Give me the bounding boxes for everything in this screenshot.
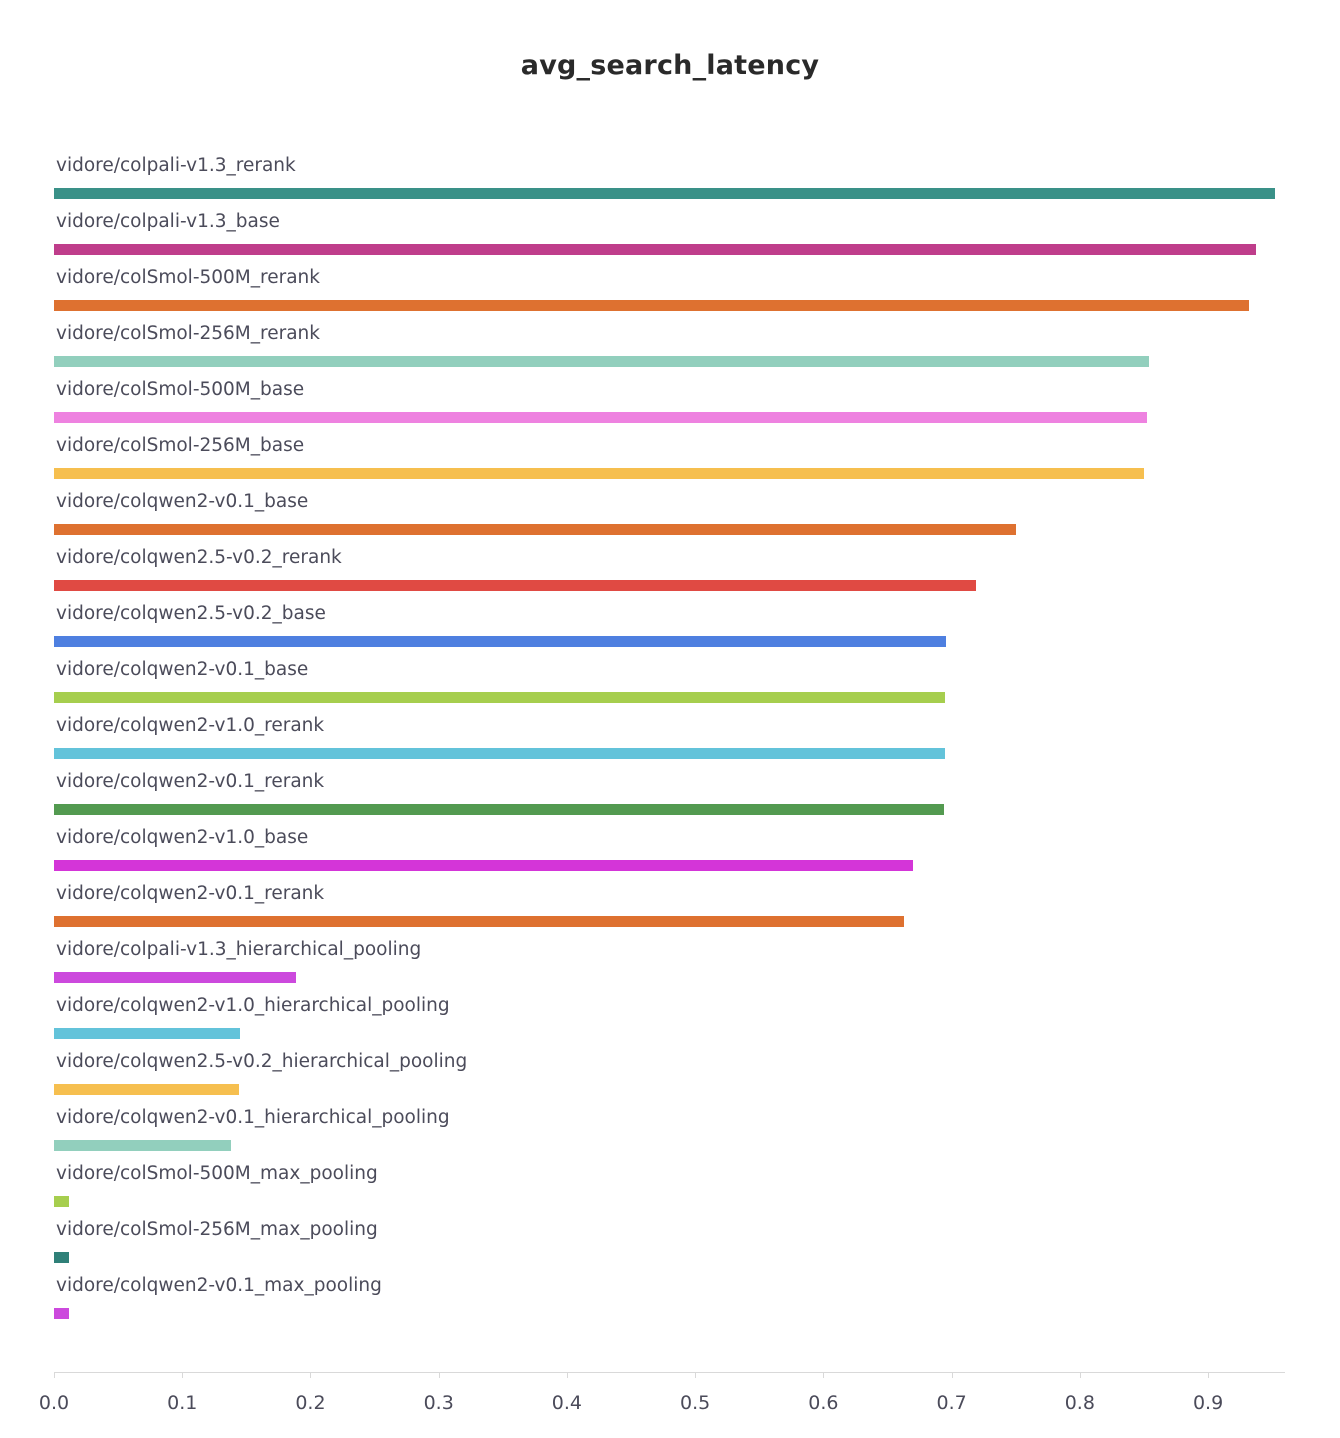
x-tick: [182, 1372, 183, 1378]
bar-label: vidore/colqwen2-v1.0_base: [56, 827, 309, 848]
x-axis-line: [54, 1372, 1285, 1373]
bar-label: vidore/colSmol-256M_rerank: [56, 323, 320, 344]
bar-row: [54, 316, 1285, 356]
bar-row: [54, 484, 1285, 524]
bar-label: vidore/colSmol-500M_rerank: [56, 267, 320, 288]
x-tick-label: 0.4: [551, 1392, 583, 1414]
x-tick-label: 0.5: [680, 1392, 711, 1414]
bar: [54, 804, 944, 815]
bar-row: [54, 1268, 1285, 1308]
bar-row: [54, 932, 1285, 972]
bar-label: vidore/colSmol-256M_max_pooling: [56, 1219, 378, 1240]
chart-title: avg_search_latency: [520, 50, 820, 81]
x-tick: [54, 1372, 55, 1378]
bar-label: vidore/colqwen2-v0.1_max_pooling: [56, 1275, 382, 1296]
bar: [54, 1196, 69, 1207]
x-tick-label: 0.6: [808, 1392, 839, 1414]
x-tick: [1208, 1372, 1209, 1378]
bar: [54, 1308, 69, 1319]
bar-label: vidore/colpali-v1.3_base: [56, 211, 280, 232]
bar: [54, 1028, 240, 1039]
x-tick: [567, 1372, 568, 1378]
plot-area: [54, 140, 1285, 1365]
bar-row: [54, 708, 1285, 748]
x-tick-label: 0.0: [38, 1392, 70, 1414]
bar-label: vidore/colSmol-500M_max_pooling: [56, 1163, 378, 1184]
bar: [54, 188, 1275, 199]
x-tick-label: 0.1: [167, 1392, 198, 1414]
bar-label: vidore/colpali-v1.3_rerank: [56, 155, 296, 176]
bar-row: [54, 1212, 1285, 1252]
bar-label: vidore/colqwen2.5-v0.2_base: [56, 603, 326, 624]
bar: [54, 636, 946, 647]
bar: [54, 1140, 231, 1151]
bar: [54, 1252, 69, 1263]
bar: [54, 972, 296, 983]
bar-label: vidore/colSmol-500M_base: [56, 379, 305, 400]
x-tick-label: 0.9: [1192, 1392, 1224, 1414]
x-tick: [1080, 1372, 1081, 1378]
bar-row: [54, 652, 1285, 692]
bar: [54, 916, 904, 927]
bar-label: vidore/colqwen2-v0.1_base: [56, 659, 309, 680]
x-tick: [310, 1372, 311, 1378]
bar-row: [54, 260, 1285, 300]
x-tick-label: 0.8: [1064, 1392, 1095, 1414]
bar: [54, 860, 913, 871]
bar-row: [54, 428, 1285, 468]
bar: [54, 244, 1256, 255]
bar-label: vidore/colSmol-256M_base: [56, 435, 305, 456]
bar-label: vidore/colqwen2-v0.1_rerank: [56, 883, 325, 904]
x-tick-label: 0.7: [936, 1392, 967, 1414]
bar-label: vidore/colqwen2-v0.1_base: [56, 491, 309, 512]
bar-row: [54, 1100, 1285, 1140]
bar-label: vidore/colpali-v1.3_hierarchical_pooling: [56, 939, 422, 960]
x-tick-label: 0.3: [423, 1392, 454, 1414]
bar: [54, 356, 1149, 367]
bar: [54, 524, 1016, 535]
x-tick: [823, 1372, 824, 1378]
bar-label: vidore/colqwen2-v0.1_rerank: [56, 771, 325, 792]
bar: [54, 412, 1147, 423]
bar-row: [54, 596, 1285, 636]
bar: [54, 468, 1144, 479]
bar: [54, 1084, 239, 1095]
bar-row: [54, 988, 1285, 1028]
bar-label: vidore/colqwen2.5-v0.2_rerank: [56, 547, 342, 568]
bar: [54, 580, 976, 591]
bar-label: vidore/colqwen2.5-v0.2_hierarchical_pooling: [56, 1051, 468, 1072]
bar: [54, 748, 945, 759]
bar-label: vidore/colqwen2-v1.0_hierarchical_pooling: [56, 995, 450, 1016]
x-tick: [695, 1372, 696, 1378]
bar: [54, 300, 1249, 311]
bar: [54, 692, 945, 703]
bar-row: [54, 820, 1285, 860]
bar-row: [54, 372, 1285, 412]
bar-label: vidore/colqwen2-v0.1_hierarchical_pooling: [56, 1107, 450, 1128]
bar-row: [54, 764, 1285, 804]
bar-row: [54, 148, 1285, 188]
bar-row: [54, 1044, 1285, 1084]
bar-row: [54, 876, 1285, 916]
bar-row: [54, 540, 1285, 580]
x-tick-label: 0.2: [295, 1392, 326, 1414]
bar-label: vidore/colqwen2-v1.0_rerank: [56, 715, 325, 736]
x-tick: [952, 1372, 953, 1378]
x-tick: [439, 1372, 440, 1378]
bar-row: [54, 204, 1285, 244]
bar-row: [54, 1156, 1285, 1196]
